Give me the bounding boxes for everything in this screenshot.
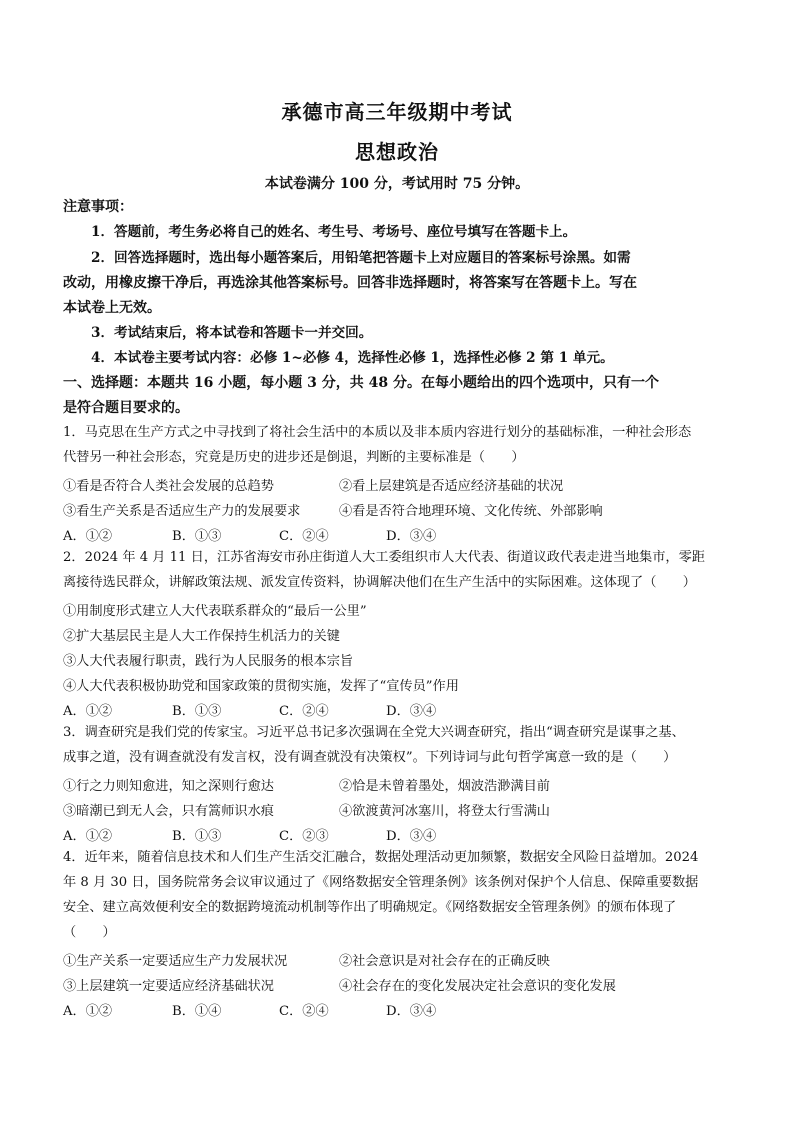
q3-option-1: ①行之力则知愈进，知之深则行愈达	[63, 779, 274, 794]
q4-stem-line3: 安全、建立高效便利安全的数据跨境流动机制等作出了明确规定。《网络数据安全管理条例》的颁布体现了	[63, 900, 677, 915]
q1-answer-b: B．①③	[172, 529, 222, 544]
q2-option-3: ③人大代表履行职责，践行为人民服务的根本宗旨	[63, 654, 354, 669]
q2-option-1: ①用制度形式建立人大代表联系群众的“最后一公里”	[63, 604, 367, 619]
q3-answer-c: C．②③	[279, 829, 329, 844]
q4-stem-line1: 4．近年来，随着信息技术和人们生产生活交汇融合，数据处理活动更加频繁，数据安全风险日益增加。2024	[63, 850, 699, 865]
q1-answer-d: D．③④	[386, 529, 437, 544]
note-1: 1．答题前，考生务必将自己的姓名、考生号、考场号、座位号填写在答题卡上。	[91, 224, 577, 240]
q3-option-2: ②恰是未曾着墨处，烟波浩渺满目前	[339, 779, 550, 794]
q1-stem-line2: 代替另一种社会形态，究竟是历史的进步还是倒退，判断的主要标准是（ ）	[63, 450, 525, 465]
q2-answer-d: D．③④	[386, 704, 437, 719]
q3-stem-line1: 3．调查研究是我们党的传家宝。习近平总书记多次强调在全党大兴调查研究，指出“调查研究是谋事之基、	[63, 725, 685, 740]
q1-answer-a: A．①②	[63, 529, 113, 544]
q4-answer-d: D．③④	[386, 1004, 437, 1019]
q2-answer-a: A．①②	[63, 704, 113, 719]
q2-option-4: ④人大代表积极协助党和国家政策的贯彻实施，发挥了“宣传员”作用	[63, 679, 459, 694]
q1-option-3: ③看生产关系是否适应生产力的发展要求	[63, 504, 301, 519]
q4-option-4: ④社会存在的变化发展决定社会意识的变化发展	[339, 979, 616, 994]
q3-answer-b: B．①③	[172, 829, 222, 844]
q3-option-3: ③暗潮已到无人会，只有篙师识水痕	[63, 804, 274, 819]
note-4: 4．本试卷主要考试内容：必修 1~必修 4，选择性必修 1，选择性必修 2 第 1 单元。	[91, 350, 614, 366]
q3-option-4: ④欲渡黄河冰塞川，将登太行雪满山	[339, 804, 550, 819]
notes-heading: 注意事项：	[63, 199, 133, 215]
q4-answer-a: A．①②	[63, 1004, 113, 1019]
note-3: 3．考试结束后，将本试卷和答题卡一并交回。	[91, 325, 373, 341]
q2-answer-c: C．②④	[279, 704, 329, 719]
q4-stem-line4: （ ）	[63, 925, 116, 940]
note-2: 2．回答选择题时，选出每小题答案后，用铅笔把答题卡上对应题目的答案标号涂黑。如需	[91, 250, 631, 266]
note-2-cont: 改动，用橡皮擦干净后，再选涂其他答案标号。回答非选择题时，将答案写在答题卡上。写在	[63, 275, 637, 291]
q1-option-2: ②看上层建筑是否适应经济基础的状况	[339, 479, 564, 494]
section-heading-cont: 是符合题目要求的。	[63, 400, 189, 416]
q4-option-3: ③上层建筑一定要适应经济基础状况	[63, 979, 274, 994]
q2-stem-line2: 离接待选民群众，讲解政策法规、派发宣传资料，协调解决他们在生产生活中的实际困难。这体现了（ ）	[63, 575, 696, 590]
q4-option-2: ②社会意识是对社会存在的正确反映	[339, 954, 550, 969]
exam-info: 本试卷满分 100 分，考试用时 75 分钟。	[264, 176, 530, 192]
q1-answer-c: C．②④	[279, 529, 329, 544]
q4-answer-c: C．②④	[279, 1004, 329, 1019]
q2-answer-b: B．①③	[172, 704, 222, 719]
q1-stem-line1: 1．马克思在生产方式之中寻找到了将社会生活中的本质以及非本质内容进行划分的基础标准，一种社会形态	[63, 425, 692, 440]
q2-option-2: ②扩大基层民主是人大工作保持生机活力的关键	[63, 629, 340, 644]
note-2-end: 本试卷上无效。	[63, 300, 161, 316]
q3-answer-d: D．③④	[386, 829, 437, 844]
q4-answer-b: B．①④	[172, 1004, 222, 1019]
q4-stem-line2: 年 8 月 30 日，国务院常务会议审议通过了《网络数据安全管理条例》该条例对保护个人信息、保障重要数据	[63, 875, 699, 890]
q3-stem-line2: 成事之道，没有调查就没有发言权，没有调查就没有决策权”。下列诗词与此句哲学寓意一致的是（ ）	[63, 750, 677, 765]
section-heading: 一、选择题：本题共 16 小题，每小题 3 分，共 48 分。在每小题给出的四个选项中，只有一个	[63, 375, 659, 391]
q3-answer-a: A．①②	[63, 829, 113, 844]
subject-title: 思想政治	[355, 140, 439, 164]
q2-stem-line1: 2．2024 年 4 月 11 日，江苏省海安市孙庄街道人大工委组织市人大代表、街道议政代表走进当地集市，零距	[63, 550, 705, 565]
q1-option-4: ④看是否符合地理环境、文化传统、外部影响	[339, 504, 603, 519]
exam-title: 承德市高三年级期中考试	[281, 100, 513, 124]
q4-option-1: ①生产关系一定要适应生产力发展状况	[63, 954, 288, 969]
q1-option-1: ①看是否符合人类社会发展的总趋势	[63, 479, 274, 494]
